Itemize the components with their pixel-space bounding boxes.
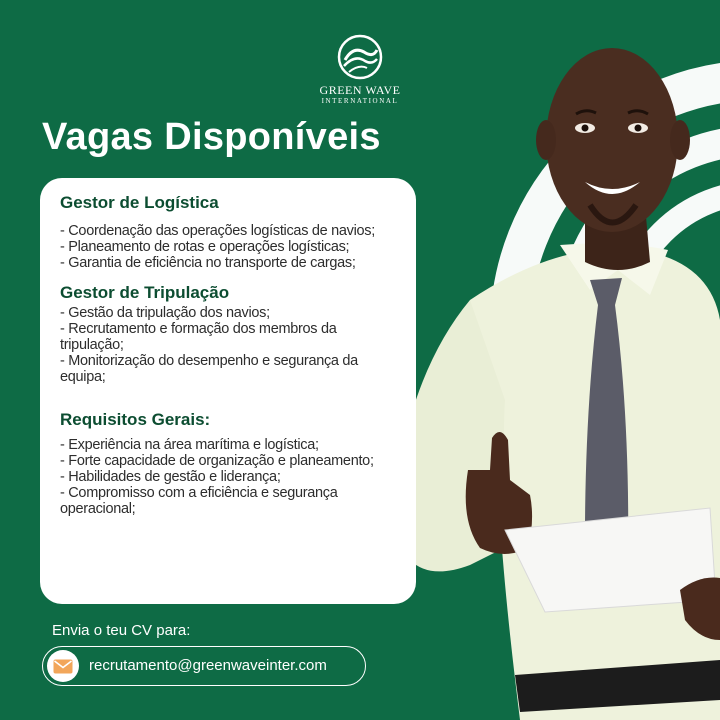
email-address[interactable]: recrutamento@greenwaveinter.com (89, 657, 327, 674)
list-item: - Planeamento de rotas e operações logísticas; (60, 239, 350, 255)
email-contact[interactable] (42, 646, 366, 686)
brand-name: GREEN WAVE (319, 83, 401, 97)
list-item: - Recrutamento e formação dos membros da tripulação; (60, 321, 337, 353)
section-heading: Requisitos Gerais: (60, 410, 211, 429)
list-item: - Garantia de eficiência no transporte de cargas; (60, 255, 356, 271)
brand-logo (312, 34, 408, 106)
list-item: - Gestão da tripulação dos navios; (60, 305, 270, 321)
section-requirements (60, 409, 402, 517)
section-heading: Gestor de Logística (60, 193, 219, 212)
page-title: Vagas Disponíveis (42, 116, 381, 158)
section-crew (60, 282, 402, 385)
cv-instruction: Envia o teu CV para: (52, 622, 191, 639)
list-item: - Monitorização do desempenho e segurança da equipa; (60, 353, 358, 385)
envelope-icon (47, 650, 79, 682)
list-item: - Forte capacidade de organização e planeamento; (60, 453, 374, 469)
list-item: - Coordenação das operações logísticas de navios; (60, 223, 375, 239)
man-photo (380, 0, 720, 720)
vacancies-card (40, 178, 416, 604)
wave-globe-icon (337, 34, 383, 80)
requirements-list (60, 437, 402, 517)
section-heading: Gestor de Tripulação (60, 283, 230, 302)
list-item: - Compromisso com a eficiência e segurança operacional; (60, 485, 338, 517)
list-item: - Experiência na área marítima e logística; (60, 437, 319, 453)
duties-list (60, 223, 402, 271)
section-logistics (60, 192, 402, 271)
brand-tagline: INTERNATIONAL (321, 97, 399, 105)
duties-list (60, 305, 402, 385)
list-item: - Habilidades de gestão e liderança; (60, 469, 281, 485)
